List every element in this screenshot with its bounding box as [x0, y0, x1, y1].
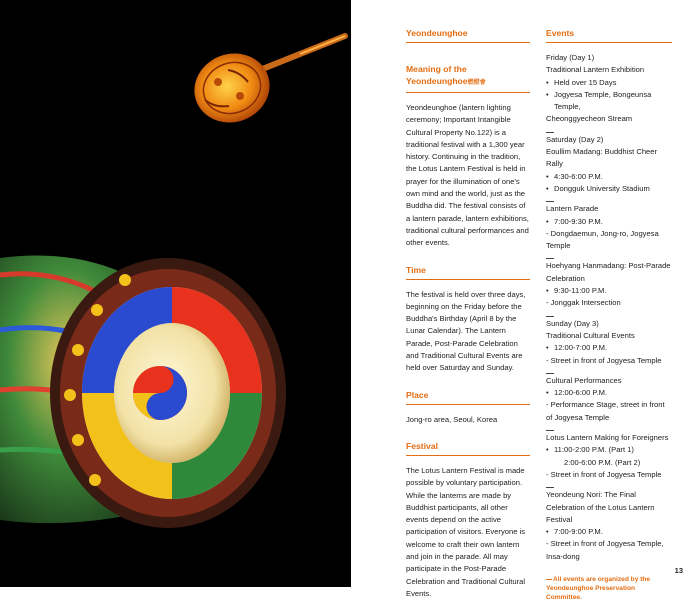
separator-dash [546, 316, 554, 317]
place-heading: Place [406, 389, 530, 405]
event-title: Lotus Lantern Making for Foreigners [546, 433, 669, 443]
drum-lantern [0, 256, 286, 528]
lantern-illustration [0, 0, 351, 587]
event-detail: • 4:30-6:00 P.M. [546, 171, 672, 183]
event-location: - Street in front of Jogyesa Temple [546, 469, 662, 479]
event-detail: • 7:00-9:30 P.M. [546, 216, 672, 228]
event-title: Yeondeung Nori: The Final Celebration of the Lotus Lantern Festival [546, 490, 655, 524]
event-detail-cont: 2:00-6:00 P.M. (Part 2) [564, 457, 641, 467]
event-detail: • 12:00-6:00 P.M. [546, 387, 672, 399]
event-location: - Dongdaemun, Jong-ro, Jogyesa Temple [546, 228, 659, 251]
event-detail: • 12:00-7:00 P.M. [546, 342, 672, 354]
event-location: - Performance Stage, street in front of Jogyesa Temple [546, 400, 665, 422]
event-detail-cont: Cheonggyecheon Stream [546, 114, 633, 124]
organizer-note [546, 575, 672, 602]
event-location: - Street in front of Jogyesa Temple, Insa-dong [546, 539, 664, 561]
time-paragraph: The festival is held over three days, beginning on the Friday before the Buddha's Birthday (April 8 by the Lunar Calendar). The Lantern Parade, Post-Parade Celebration and Traditional Cultural Events are held over Saturday and Sunday. [406, 289, 526, 373]
meaning-hanja: 燃燈會 [467, 80, 486, 86]
separator-dash [546, 487, 554, 488]
organizer-note-text: All events are organized by the Yeondeunghoe Preservation Committee. [546, 575, 651, 601]
events-heading: Events [546, 27, 672, 43]
event-detail: • 9:30-11:00 P.M. [546, 285, 672, 297]
place-paragraph: Jong-ro area, Seoul, Korea [406, 414, 498, 424]
lute-lantern [185, 36, 345, 133]
event-detail: • Dongguk University Stadium [546, 183, 672, 195]
day-1-label: Friday (Day 1) [546, 53, 595, 62]
festival-heading: Festival [406, 440, 530, 456]
separator-dash [546, 373, 554, 374]
event-detail: • Held over 15 Days [546, 77, 672, 89]
section-title-yeondeunghoe: Yeondeunghoe [406, 27, 530, 43]
page-number: 13 [674, 566, 683, 575]
note-dash [546, 579, 552, 580]
meaning-paragraph: Yeondeunghoe (lantern lighting ceremony; Important Intangible Cultural Property No.122) is a traditional festival with a 1,300 year history. Continuing in the tradition, the Lotus Lantern Festival is held in prayer for the illumination of one's own mind and the world, just as the Buddha did. The festival consists of a lantern parade, lantern exhibitions, traditional cultural performances and other events. [406, 103, 529, 248]
separator-dash [546, 132, 554, 133]
time-heading: Time [406, 264, 530, 280]
event-location: - Jonggak Intersection [546, 298, 621, 308]
event-title: Traditional Lantern Exhibition [546, 65, 645, 75]
meaning-heading [406, 63, 530, 93]
day-3-label: Sunday (Day 3) [546, 318, 599, 328]
event-title: Traditional Cultural Events [546, 330, 635, 340]
event-title: Hoehyang Hanmadang: Post-Parade Celebration [546, 261, 671, 283]
festival-paragraph: The Lotus Lantern Festival is made possible by voluntary participation. While the lanterns are made by Buddhist participants, all other events depend on the active participation of visitors. Everyone is welcome to craft their own lantern and join in the parade. All may participate in the Post-Parade Celebration and Traditional Cultural Events. [406, 465, 526, 598]
separator-dash [546, 430, 554, 431]
lantern-photo [0, 0, 351, 587]
separator-dash [546, 258, 554, 259]
event-detail: • 7:00-9:00 P.M. [546, 526, 672, 538]
left-column [406, 0, 530, 614]
event-title: Lantern Parade [546, 204, 599, 214]
event-detail: • Jogyesa Temple, Bongeunsa Temple, [546, 89, 672, 114]
event-location: - Street in front of Jogyesa Temple [546, 355, 662, 365]
separator-dash [546, 201, 554, 202]
events-column [546, 0, 672, 602]
event-detail: • 11:00-2:00 P.M. (Part 1) [546, 444, 672, 456]
event-title: Eoullim Madang: Buddhist Cheer Rally [546, 147, 658, 169]
meaning-heading-text: Meaning of the Yeondeunghoe [406, 64, 468, 86]
event-title: Cultural Performances [546, 375, 622, 385]
day-2-label: Saturday (Day 2) [546, 134, 604, 144]
